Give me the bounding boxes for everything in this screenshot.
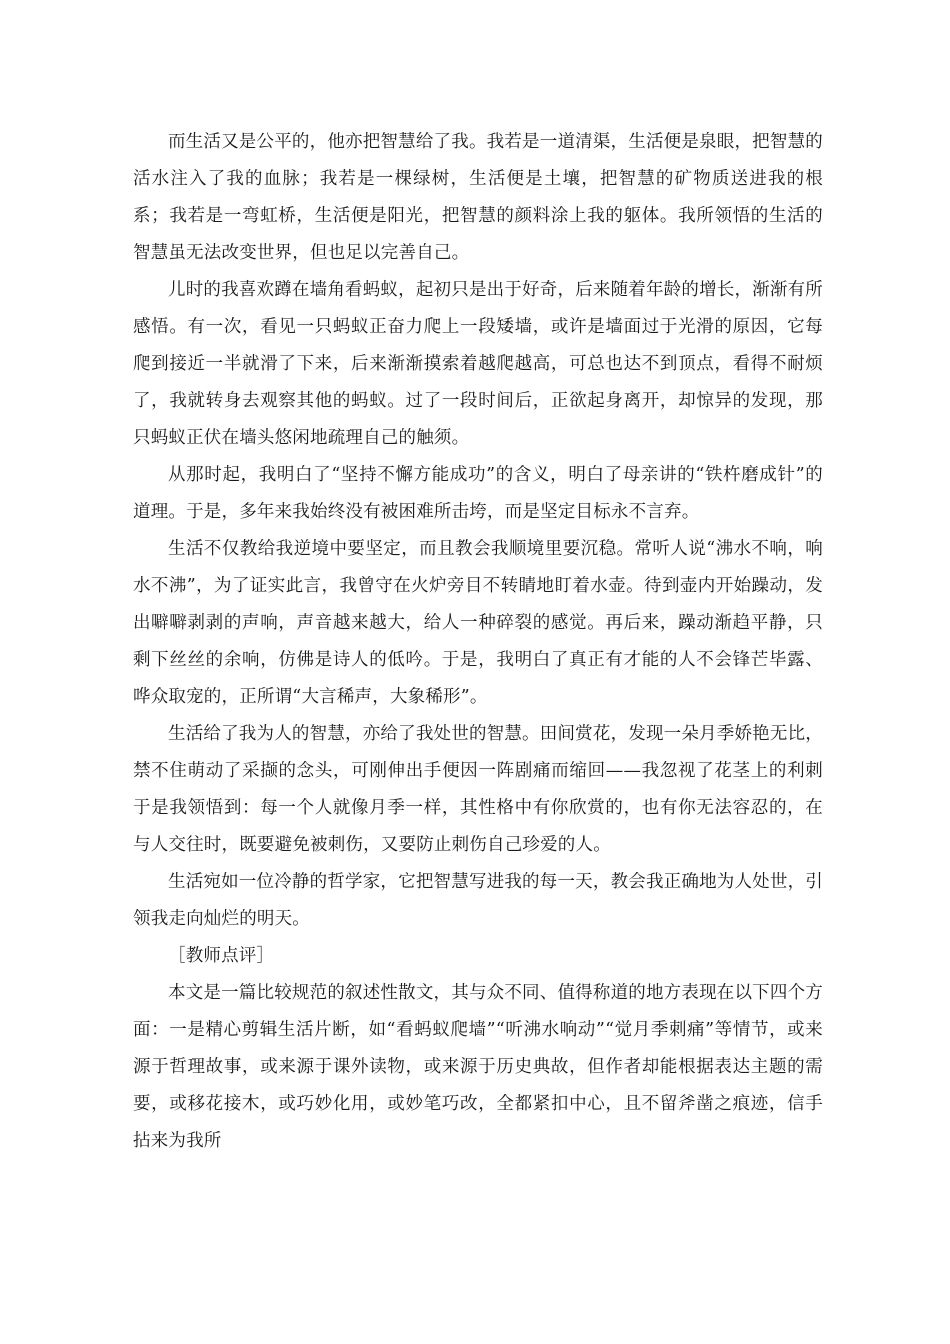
paragraph-teacher-comment: 本文是一篇比较规范的叙述性散文，其与众不同、值得称道的地方表现在以下四个方面：一是精心剪辑生活片断，如“看蚂蚁爬墙”“听沸水响动”“觉月季刺痛”等情节，或来源于哲理故事，或来源于课外读物，或来源于历史典故，但作者却能根据表达主题的需要，或移花接木，或巧妙化用，或妙笔巧改，全都紧扣中心，且不留斧凿之痕迹，信手拈来为我所 xyxy=(133,983,823,1151)
teacher-comment-heading: ［教师点评］ xyxy=(168,946,275,966)
paragraph-boiling-water: 生活不仅教给我逆境中要坚定，而且教会我顺境里要沉稳。常听人说“沸水不响，响水不沸”，为了证实此言，我曾守在火炉旁目不转睛地盯着水壶。待到壶内开始躁动，发出噼噼剥剥的声响，声音越来越大，给人一种碎裂的感觉。再后来，躁动渐趋平静，只剩下丝丝的余响，仿佛是诗人的低吟。于是，我明白了真正有才能的人不会锋芒毕露、哗众取宠的，正所谓“大言稀声，大象稀形”。 xyxy=(133,539,823,707)
paragraph-ant-story: 儿时的我喜欢蹲在墙角看蚂蚁，起初只是出于好奇，后来随着年龄的增长，渐渐有所感悟。有一次，看见一只蚂蚁正奋力爬上一段矮墙，或许是墙面过于光滑的原因，它每爬到接近一半就滑了下来，后来渐渐摸索着越爬越高，可总也达不到顶点，看得不耐烦了，我就转身去观察其他的蚂蚁。过了一段时间后，正欲起身离开，却惊异的发现，那只蚂蚁正伏在墙头悠闲地疏理自己的触须。 xyxy=(133,280,823,448)
paragraph-wisdom-fairness: 而生活又是公平的，他亦把智慧给了我。我若是一道清渠，生活便是泉眼，把智慧的活水注入了我的血脉；我若是一棵绿树，生活便是土壤，把智慧的矿物质送进我的根系；我若是一弯虹桥，生活便是阳光，把智慧的颜料涂上我的躯体。我所领悟的生活的智慧虽无法改变世界，但也足以完善自己。 xyxy=(133,132,823,263)
document-body xyxy=(133,124,823,1160)
paragraph-conclusion: 生活宛如一位冷静的哲学家，它把智慧写进我的每一天，教会我正确地为人处世，引领我走向灿烂的明天。 xyxy=(133,872,823,929)
paragraph-perseverance: 从那时起，我明白了“坚持不懈方能成功”的含义，明白了母亲讲的“铁杵磨成针”的道理。于是，多年来我始终没有被困难所击垮，而是坚定目标永不言弃。 xyxy=(133,465,823,522)
paragraph-rose-thorn: 生活给了我为人的智慧，亦给了我处世的智慧。田间赏花，发现一朵月季娇艳无比，禁不住萌动了采撷的念头，可刚伸出手便因一阵剧痛而缩回——我忽视了花茎上的利刺于是我领悟到：每一个人就像月季一样，其性格中有你欣赏的，也有你无法容忍的，在与人交往时，既要避免被刺伤，又要防止刺伤自己珍爱的人。 xyxy=(133,724,823,855)
